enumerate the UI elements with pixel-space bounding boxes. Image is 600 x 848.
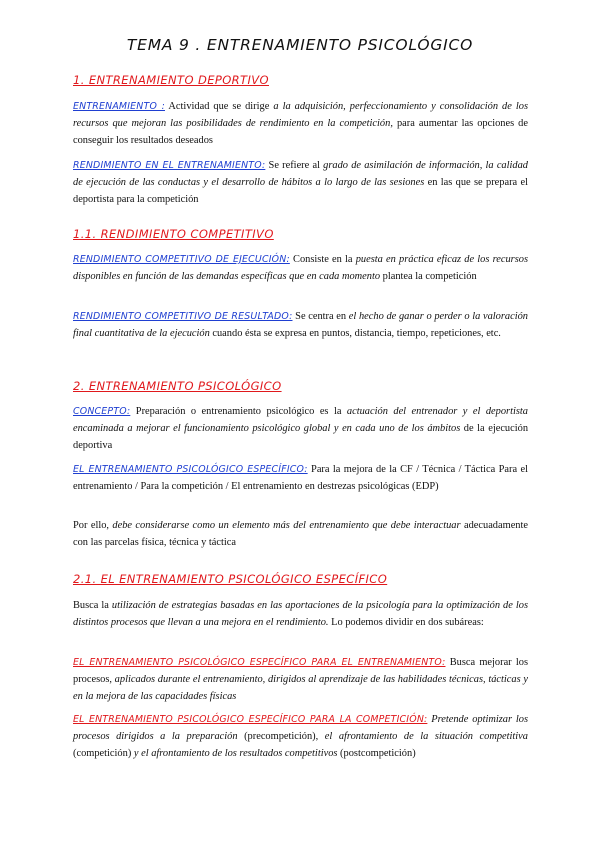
paragraph-por-ello: Por ello, debe considerarse como un elemento más del entrenamiento que debe interactuar adecuadamente con las parcelas física, técnica y táctica — [73, 520, 528, 548]
paragraph-ep-entrenamiento: EL ENTRENAMIENTO PSICOLÓGICO ESPECÍFICO PARA EL ENTRENAMIENTO: Busca mejorar los procesos, aplicados durante el entrenamiento, dirigidos al aprendizaje de las habilidades técnicas, tácticas y en la mejora de las capacidades físicas — [73, 657, 529, 702]
term-concepto: CONCEPTO: — [73, 406, 131, 417]
paragraph-rendimiento-resultado: RENDIMIENTO COMPETITIVO DE RESULTADO: Se centra en el hecho de ganar o perder o la valoración final cuantitativa de la ejecución cuando ésta se expresa en puntos, distancia, tiempo, repeticiones, etc. — [73, 311, 528, 339]
term-rendimiento-entrenamiento: RENDIMIENTO EN EL ENTRENAMIENTO: — [73, 160, 266, 171]
term-ep-entrenamiento: EL ENTRENAMIENTO PSICOLÓGICO ESPECÍFICO PARA EL ENTRENAMIENTO: — [73, 657, 446, 668]
paragraph-busca: Busca la utilización de estrategias basadas en las aportaciones de la psicología para la optimización de los distintos procesos que llevan a una mejora en el rendimiento. Lo podemos dividir en dos subáreas: — [73, 600, 528, 628]
paragraph-ep-competicion: EL ENTRENAMIENTO PSICOLÓGICO ESPECÍFICO PARA LA COMPETICIÓN: Pretende optimizar los procesos dirigidos a la preparación (precompetición), el afrontamiento de la situación competitiva (competición) y el afrontamiento de los resultados competitivos (postcompetición) — [73, 714, 528, 759]
term-rendimiento-ejecucion: RENDIMIENTO COMPETITIVO DE EJECUCIÓN: — [73, 254, 290, 265]
paragraph-concepto: CONCEPTO: Preparación o entrenamiento psicológico es la actuación del entrenador y el deportista encaminada a mejorar el funcionamiento psicológico global y en cada uno de los ámbitos de la ejecución deportiva — [73, 406, 529, 451]
term-rendimiento-resultado: RENDIMIENTO COMPETITIVO DE RESULTADO: — [73, 311, 293, 322]
paragraph-ep-especifico: EL ENTRENAMIENTO PSICOLÓGICO ESPECÍFICO: Para la mejora de la CF / Técnica / Táctica Para el entrenamiento / Para la competición / El entrenamiento en destrezas psicológicas (EDP) — [73, 464, 528, 492]
section-heading-entrenamiento-psicologico: 2. ENTRENAMIENTO PSICOLÓGICO — [73, 379, 282, 393]
paragraph-rendimiento-entrenamiento: RENDIMIENTO EN EL ENTRENAMIENTO: Se refiere al grado de asimilación de información, la calidad de ejecución de las conductas y el desarrollo de hábitos a lo largo de las sesiones en las que se prepara el deportista para la competición — [73, 160, 528, 205]
paragraph-rendimiento-ejecucion: RENDIMIENTO COMPETITIVO DE EJECUCIÓN: Consiste en la puesta en práctica eficaz de los recursos disponibles en función de las demandas específicas que en cada momento plantea la competición — [73, 254, 528, 282]
paragraph-entrenamiento: ENTRENAMIENTO : Actividad que se dirige a la adquisición, perfeccionamiento y consolidación de los recursos que mejoran las posibilidades de rendimiento en la competición, para aumentar las opciones de conseguir los resultados deseados — [73, 101, 528, 146]
section-heading-entrenamiento-deportivo: 1. ENTRENAMIENTO DEPORTIVO — [73, 73, 269, 87]
section-heading-rendimiento-competitivo: 1.1. RENDIMIENTO COMPETITIVO — [73, 227, 274, 241]
term-ep-especifico: EL ENTRENAMIENTO PSICOLÓGICO ESPECÍFICO: — [73, 464, 308, 475]
term-ep-competicion: EL ENTRENAMIENTO PSICOLÓGICO ESPECÍFICO PARA LA COMPETICIÓN: — [73, 714, 428, 725]
page-title: TEMA 9 . ENTRENAMIENTO PSICOLÓGICO — [126, 36, 474, 54]
term-entrenamiento: ENTRENAMIENTO : — [73, 101, 165, 112]
section-heading-ep-especifico: 2.1. EL ENTRENAMIENTO PSICOLÓGICO ESPECÍFICO — [73, 572, 388, 586]
